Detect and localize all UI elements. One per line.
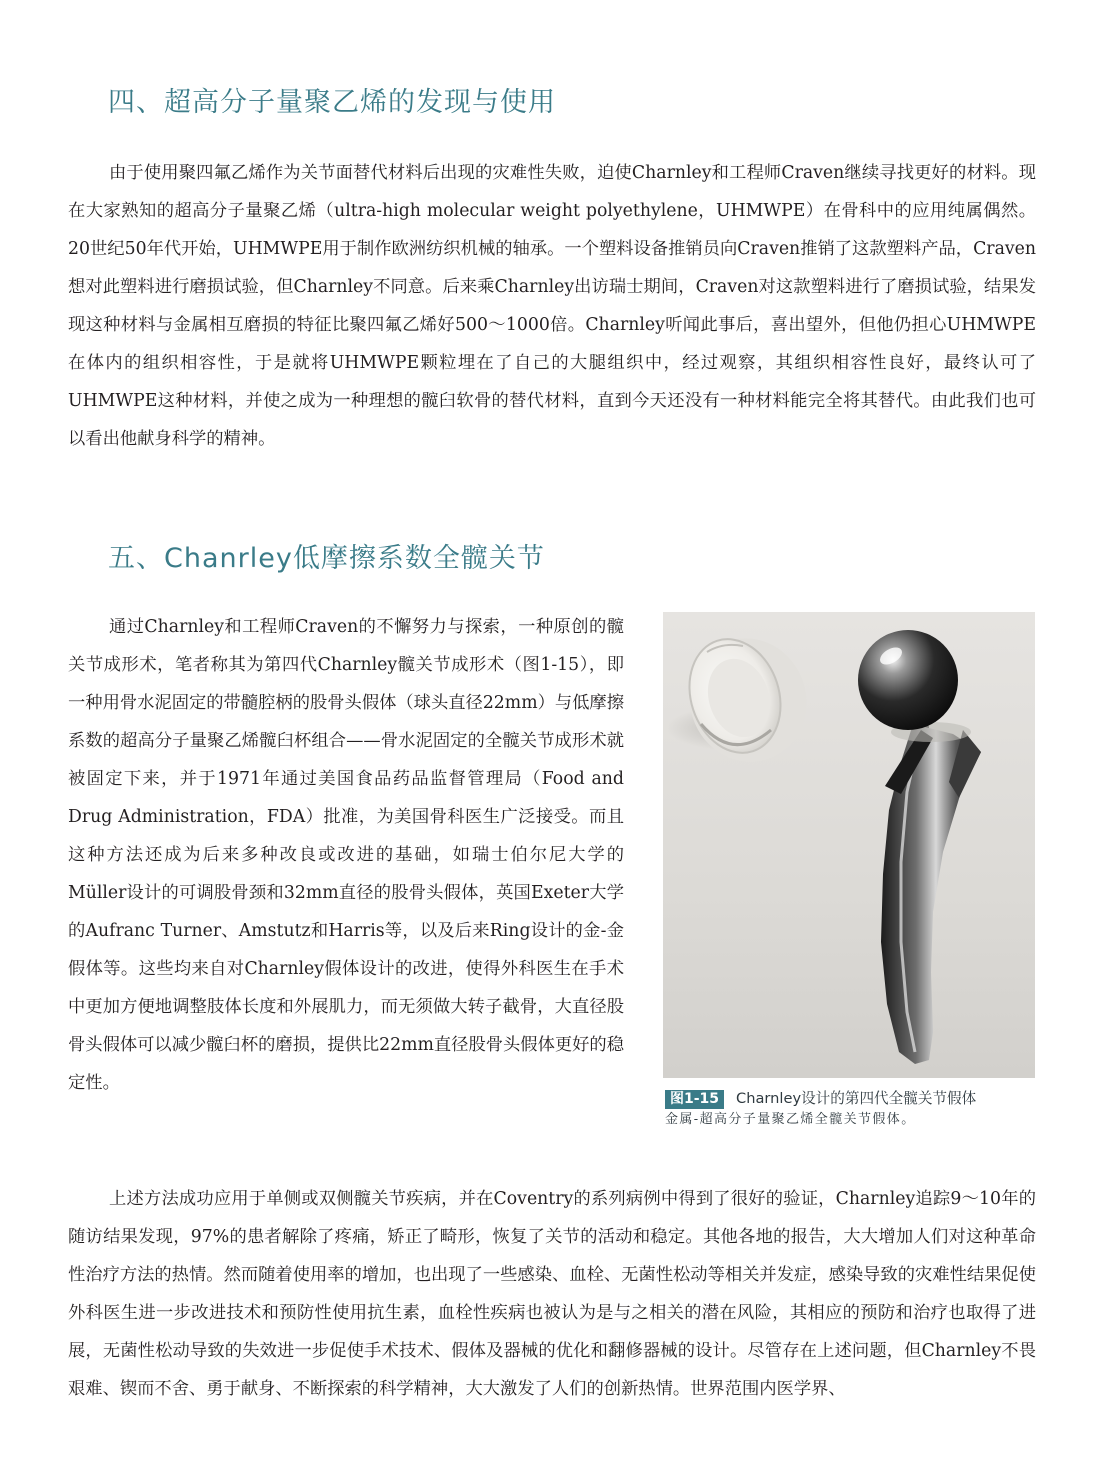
femoral-stem <box>881 720 981 1064</box>
section-5-paragraph-2: 上述方法成功应用于单侧或双侧髋关节疾病，并在Coventry的系列病例中得到了很好的验证，Charnley追踪9～10年的随访结果发现，97%的患者解除了疼痛，矫正了畸形，恢复了关节的活动和稳定。其他各地的报告，大大增加人们对这种革命性治疗方法的热情。然而随着使用率的增加，也出现了一些感染、血栓、无菌性松动等相关并发症，感染导致的灾难性结果促使外科医生进一步改进技术和预防性使用抗生素，血栓性疾病也被认为是与之相关的潜在风险，其相应的预防和治疗也取得了进展，无菌性松动导致的失效进一步促使手术技术、假体及器械的优化和翻修器械的设计。尽管存在上述问题，但Charnley不畏艰难、锲而不舍、勇于献身、不断探索的科学精神，大大激发了人们的创新热情。世界范围内医学界、 <box>68 1189 1036 1399</box>
section-heading-5: 五、Chanrley低摩擦系数全髋关节 <box>108 543 545 574</box>
hip-prosthesis-photo <box>663 612 1035 1078</box>
femoral-head-ball <box>858 630 971 742</box>
caption-title: Charnley设计的第四代全髋关节假体 <box>736 1090 977 1107</box>
section-4-paragraph: 由于使用聚四氟乙烯作为关节面替代材料后出现的灾难性失败，迫使Charnley和工程师Craven继续寻找更好的材料。现在大家熟知的超高分子量聚乙烯（ultra-high molecular weight polyethylene，UHMWPE）在骨科中的应用纯属偶然。20世纪50年代开始，UHMWPE用于制作欧洲纺织机械的轴承。一个塑料设备推销员向Craven推销了这款塑料产品，Craven想对此塑料进行磨损试验，但Charnley不同意。后来乘Charnley出访瑞士期间，Craven对这款塑料进行了磨损试验，结果发现这种材料与金属相互磨损的特征比聚四氟乙烯好500～1000倍。Charnley听闻此事后，喜出望外，但他仍担心UHMWPE在体内的组织相容性，于是就将UHMWPE颗粒埋在了自己的大腿组织中，经过观察，其组织相容性良好，最终认可了UHMWPE这种材料，并使之成为一种理想的髋臼软骨的替代材料，直到今天还没有一种材料能完全将其替代。由此我们也可以看出他献身科学的精神。 <box>68 163 1036 449</box>
caption-line-2: 金属-超高分子量聚乙烯全髋关节假体。 <box>665 1112 916 1127</box>
figure-label: 图1-15 <box>665 1090 724 1109</box>
acetabular-cup <box>667 623 822 777</box>
section-5-paragraph-1: 通过Charnley和工程师Craven的不懈努力与探索，一种原创的髋关节成形术，笔者称其为第四代Charnley髋关节成形术（图1-15），即一种用骨水泥固定的带髓腔柄的股骨头假体（球头直径22mm）与低摩擦系数的超高分子量聚乙烯髋臼杯组合——骨水泥固定的全髋关节成形术就被固定下来，并于1971年通过美国食品药品监督管理局（Food and Drug Administration，FDA）批准，为美国骨科医生广泛接受。而且这种方法还成为后来多种改良或改进的基础，如瑞士伯尔尼大学的Müller设计的可调股骨颈和32mm直径的股骨头假体，英国Exeter大学的Aufranc Turner、Amstutz和Harris等，以及后来Ring设计的金-金假体等。这些均来自对Charnley假体设计的改进，使得外科医生在手术中更加方便地调整肢体长度和外展肌力，而无须做大转子截骨，大直径股骨头假体可以减少髋臼杯的磨损，提供比22mm直径股骨头假体更好的稳定性。 <box>68 617 624 1093</box>
caption-line-1 <box>665 1088 1035 1110</box>
section-heading-4: 四、超高分子量聚乙烯的发现与使用 <box>108 87 556 118</box>
figure-caption <box>665 1088 1035 1130</box>
